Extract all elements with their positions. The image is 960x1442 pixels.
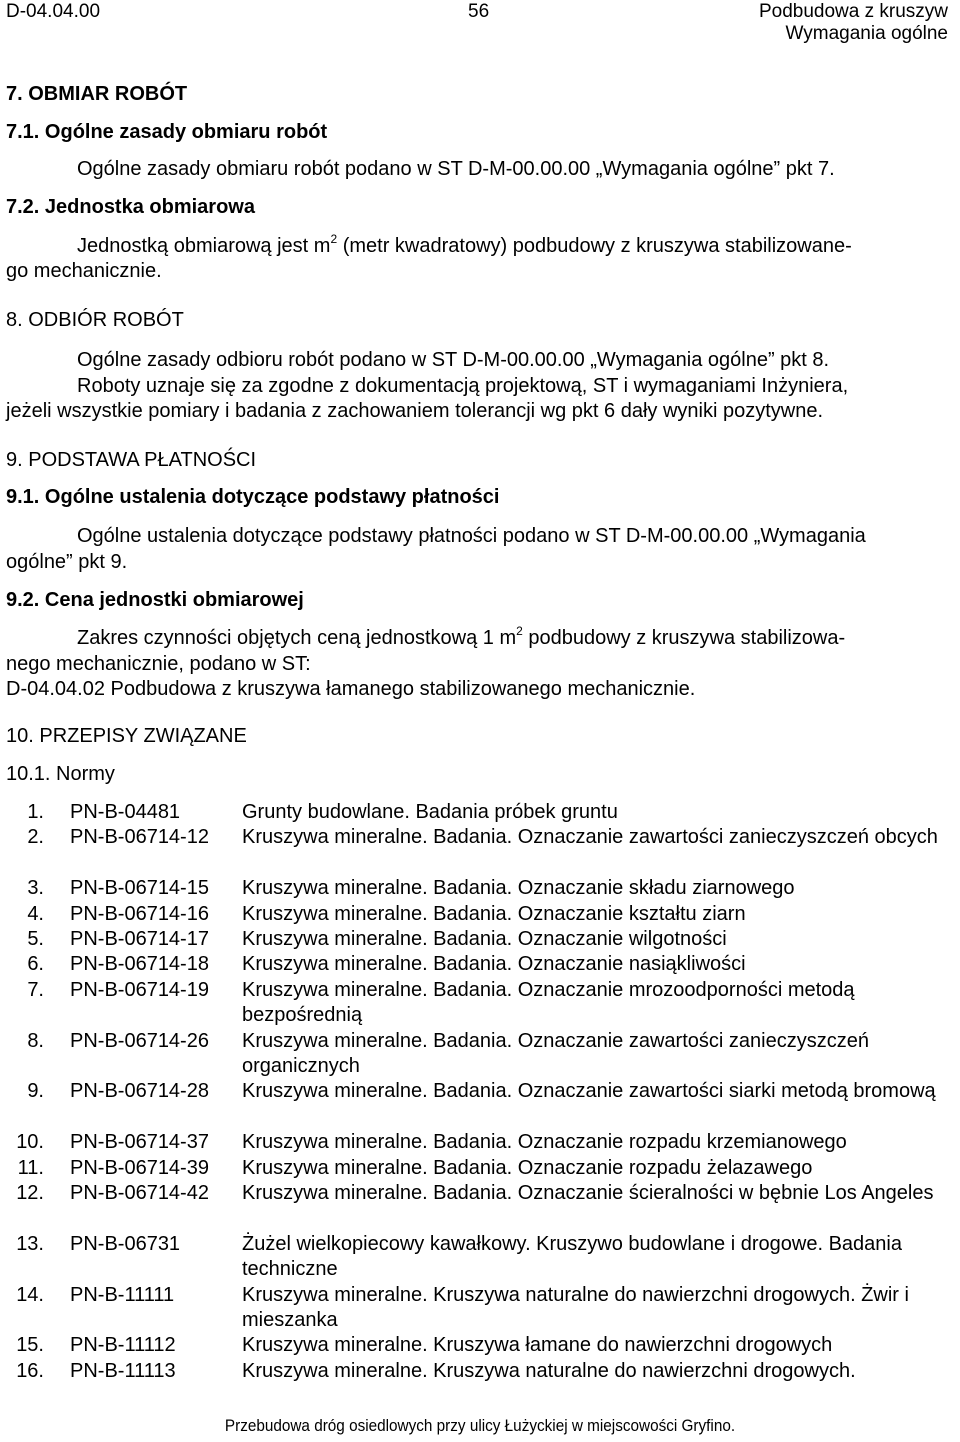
norm-number: 4. xyxy=(27,902,44,925)
header-subtitle: Wymagania ogólne xyxy=(785,23,948,44)
section-heading-10: 10. PRZEPISY ZWIĄZANE xyxy=(6,725,247,747)
paragraph-8-general: Ogólne zasady odbioru robót podano w ST D-M-00.00.00 „Wymagania ogólne” pkt 8. xyxy=(77,349,830,371)
subsection-heading-10-1: 10.1. Normy xyxy=(6,763,115,785)
norm-list-item xyxy=(0,876,960,901)
paragraph-7-2-text-a: Jednostką obmiarową jest m xyxy=(77,235,331,257)
norm-number: 13. xyxy=(16,1232,44,1255)
paragraph-9-2-line2: nego mechanicznie, podano w ST: xyxy=(6,653,311,675)
norm-description: Kruszywa mineralne. Badania. Oznaczanie kształtu ziarn xyxy=(242,902,746,925)
norm-description: Kruszywa mineralne. Kruszywa naturalne do nawierzchni drogowych. xyxy=(242,1359,856,1382)
norm-description: Żużel wielkopiecowy kawałkowy. Kruszywo budowlane i drogowe. Badania techniczne xyxy=(242,1232,902,1281)
subsection-heading-9-2: 9.2. Cena jednostki obmiarowej xyxy=(6,589,304,611)
norm-code: PN-B-06714-15 xyxy=(70,877,209,900)
subsection-heading-7-2: 7.2. Jednostka obmiarowa xyxy=(6,196,255,218)
norm-code: PN-B-06714-18 xyxy=(70,953,209,976)
section-heading-9: 9. PODSTAWA PŁATNOŚCI xyxy=(6,449,257,471)
norm-code: PN-B-04481 xyxy=(70,801,181,823)
norm-code: PN-B-06714-26 xyxy=(70,1029,209,1052)
paragraph-9-1-line2: ogólne” pkt 9. xyxy=(6,551,128,573)
norm-code: PN-B-06731 xyxy=(70,1232,181,1255)
norm-code: PN-B-06714-42 xyxy=(70,1181,209,1204)
norm-list-item xyxy=(0,1130,960,1155)
norm-number: 14. xyxy=(16,1283,44,1306)
paragraph-9-2-line3: D-04.04.02 Podbudowa z kruszywa łamanego stabilizowanego mechanicznie. xyxy=(6,678,696,700)
norm-description: Kruszywa mineralne. Badania. Oznaczanie rozpadu żelazawego xyxy=(242,1156,813,1179)
norm-code: PN-B-06714-19 xyxy=(70,978,209,1001)
norm-code: PN-B-06714-12 xyxy=(70,826,209,849)
norm-list-item xyxy=(0,1079,960,1130)
norm-code: PN-B-11111 xyxy=(70,1283,175,1306)
norm-description: Kruszywa mineralne. Badania. Oznaczanie zawartości zanieczyszczeń organicznych xyxy=(242,1029,869,1077)
paragraph-9-2-text-a: Zakres czynności objętych ceną jednostkową 1 m xyxy=(77,627,517,649)
norm-list-item xyxy=(0,1283,960,1334)
norms-list xyxy=(0,800,960,1384)
norm-description: Kruszywa mineralne. Badania. Oznaczanie składu ziarnowego xyxy=(242,877,795,900)
norm-list-item xyxy=(0,902,960,927)
header-doc-code: D-04.04.00 xyxy=(6,1,101,22)
norm-number: 9. xyxy=(27,1080,44,1103)
paragraph-7-1: Ogólne zasady obmiaru robót podano w ST D-M-00.00.00 „Wymagania ogólne” pkt 7. xyxy=(77,158,835,180)
norm-description: Kruszywa mineralne. Kruszywa naturalne do nawierzchni drogowych. Żwir i mieszanka xyxy=(242,1283,909,1331)
paragraph-8-acceptance-line1: Roboty uznaje się za zgodne z dokumentacją projektową, ST i wymaganiami Inżyniera, xyxy=(77,375,849,397)
paragraph-9-2-text-b: podbudowy z kruszywa stabilizowa- xyxy=(522,627,846,649)
norm-description: Kruszywa mineralne. Badania. Oznaczanie ścieralności w bębnie Los Angeles xyxy=(242,1181,934,1204)
norm-list-item xyxy=(0,1232,960,1283)
norm-code: PN-B-11112 xyxy=(70,1334,176,1357)
norm-code: PN-B-06714-39 xyxy=(70,1156,209,1179)
subsection-heading-7-1: 7.1. Ogólne zasady obmiaru robót xyxy=(6,121,328,143)
section-heading-7: 7. OBMIAR ROBÓT xyxy=(6,83,188,105)
norm-code: PN-B-06714-16 xyxy=(70,902,209,925)
norm-number: 2. xyxy=(27,826,44,849)
header-page-number: 56 xyxy=(468,1,490,22)
norm-number: 15. xyxy=(16,1334,44,1357)
norm-number: 7. xyxy=(27,978,44,1001)
norm-list-item xyxy=(0,800,960,825)
norm-description: Grunty budowlane. Badania próbek gruntu xyxy=(242,801,618,823)
norm-description: Kruszywa mineralne. Badania. Oznaczanie zawartości siarki metodą bromową xyxy=(242,1080,936,1103)
norm-list-item xyxy=(0,1333,960,1358)
norm-number: 6. xyxy=(27,953,44,976)
paragraph-7-2-text-b: (metr kwadratowy) podbudowy z kruszywa stabilizowane- xyxy=(337,235,852,257)
norm-description: Kruszywa mineralne. Kruszywa łamane do nawierzchni drogowych xyxy=(242,1334,833,1357)
paragraph-8-acceptance-line2: jeżeli wszystkie pomiary i badania z zachowaniem tolerancji wg pkt 6 dały wyniki pozytywne. xyxy=(6,400,824,422)
norm-description: Kruszywa mineralne. Badania. Oznaczanie rozpadu krzemianowego xyxy=(242,1131,847,1154)
norm-number: 12. xyxy=(16,1181,44,1204)
norm-list-item xyxy=(0,1181,960,1232)
paragraph-9-2-line1 xyxy=(77,626,845,650)
norm-number: 1. xyxy=(27,801,44,823)
norm-code: PN-B-06714-37 xyxy=(70,1131,209,1154)
norm-code: PN-B-11113 xyxy=(70,1359,176,1382)
subsection-heading-9-1: 9.1. Ogólne ustalenia dotyczące podstawy płatności xyxy=(6,486,500,508)
norm-number: 11. xyxy=(17,1156,44,1179)
norm-code: PN-B-06714-28 xyxy=(70,1080,209,1103)
norm-list-item xyxy=(0,927,960,952)
norm-list-item xyxy=(0,952,960,977)
norm-description: Kruszywa mineralne. Badania. Oznaczanie zawartości zanieczyszczeń obcych xyxy=(242,826,938,849)
norm-number: 5. xyxy=(27,927,44,950)
norm-list-item xyxy=(0,1156,960,1181)
header-title: Podbudowa z kruszyw xyxy=(758,1,948,22)
paragraph-7-2-line2: go mechanicznie. xyxy=(6,260,162,282)
norm-description: Kruszywa mineralne. Badania. Oznaczanie wilgotności xyxy=(242,927,727,950)
norm-number: 16. xyxy=(16,1359,44,1382)
norm-description: Kruszywa mineralne. Badania. Oznaczanie nasiąkliwości xyxy=(242,953,746,976)
norm-number: 3. xyxy=(27,877,44,900)
norm-number: 10. xyxy=(16,1131,44,1154)
page-footer: Przebudowa dróg osiedlowych przy ulicy Łużyckiej w miejscowości Gryfino. xyxy=(224,1416,736,1435)
section-heading-8: 8. ODBIÓR ROBÓT xyxy=(6,309,184,331)
norm-description: Kruszywa mineralne. Badania. Oznaczanie mrozoodporności metodą bezpośrednią xyxy=(242,978,855,1027)
norm-list-item xyxy=(0,1029,960,1080)
paragraph-9-1-line1: Ogólne ustalenia dotyczące podstawy płatności podano w ST D-M-00.00.00 „Wymagania xyxy=(77,525,866,547)
norm-number: 8. xyxy=(27,1029,44,1052)
norm-list-item xyxy=(0,825,960,876)
norm-list-item xyxy=(0,1359,960,1384)
superscript-2: 2 xyxy=(330,232,338,246)
norm-code: PN-B-06714-17 xyxy=(70,927,209,950)
paragraph-7-2-line1 xyxy=(77,234,852,258)
norm-list-item xyxy=(0,978,960,1029)
superscript-2: 2 xyxy=(516,624,523,638)
